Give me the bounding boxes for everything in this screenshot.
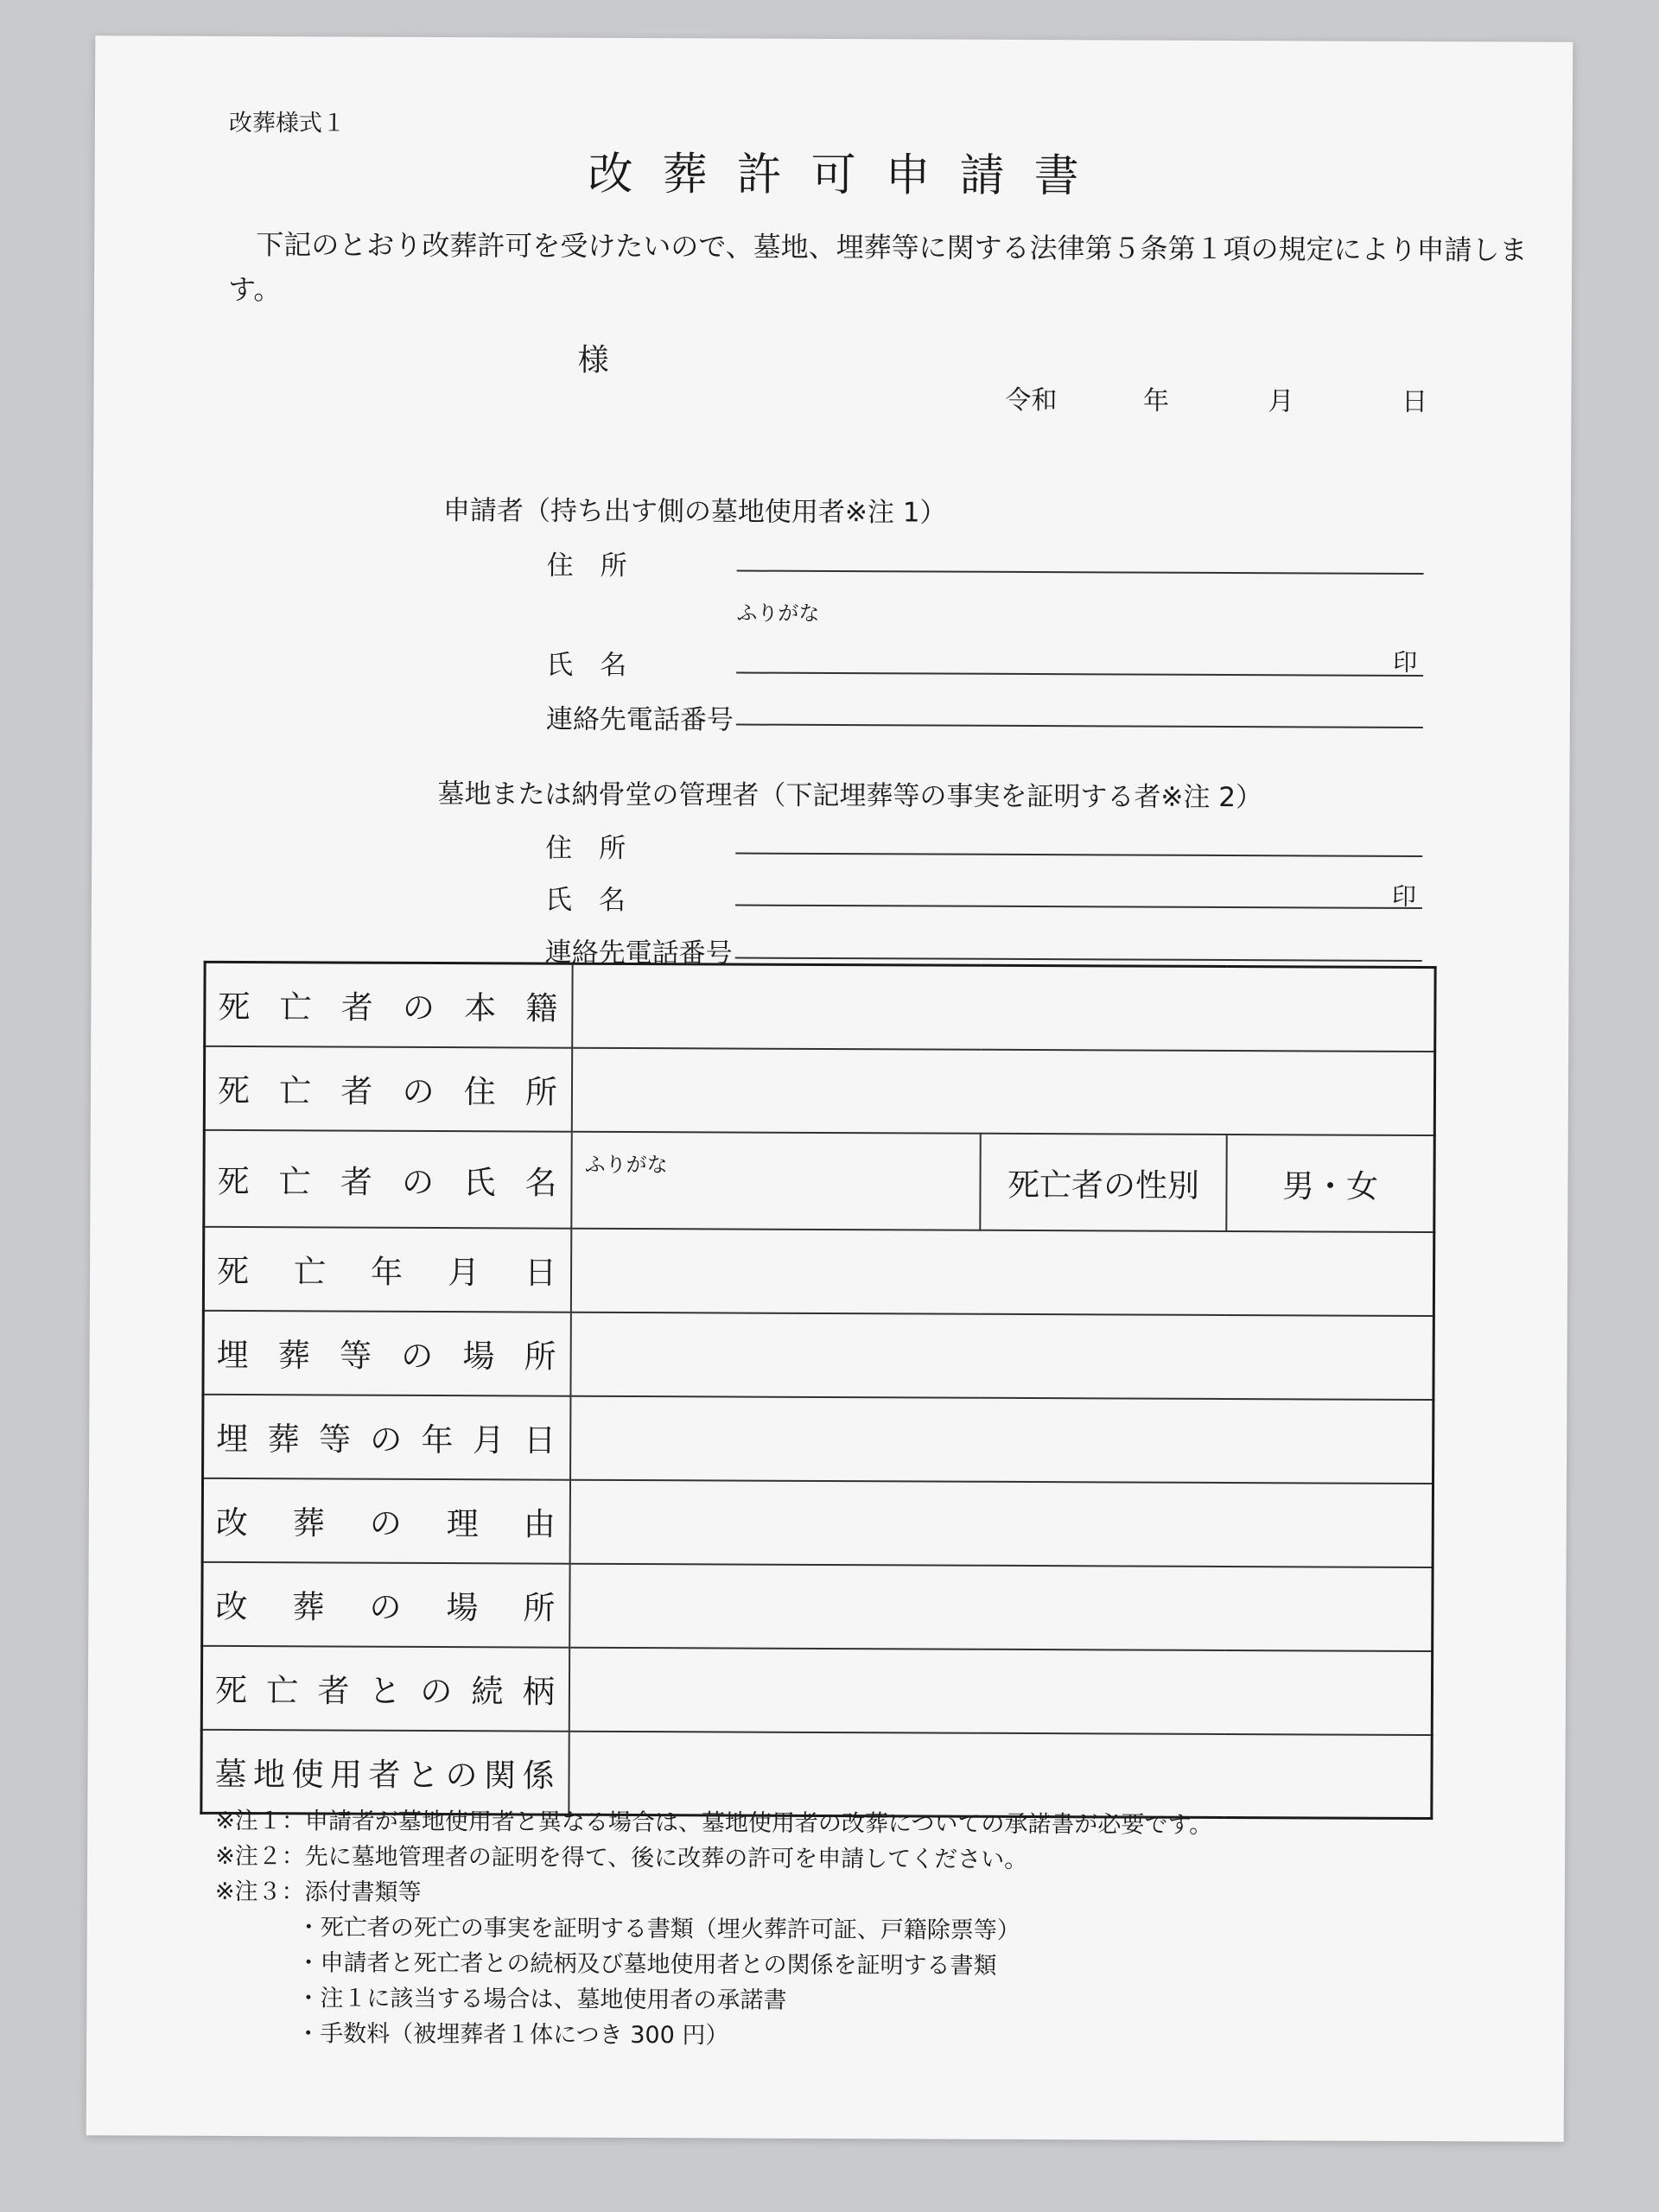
burial-place-field[interactable] [570,1312,1433,1399]
manager-name-label: 氏 名 [544,884,626,916]
attachment-item: ・死亡者の死亡の事実を証明する書類（埋火葬許可証、戸籍除票等） [296,1914,1020,1944]
reburial-place-field[interactable] [569,1563,1433,1650]
row-label-domicile [205,962,573,1047]
row-label-text: 死 亡 者 と の 続 柄 [214,1671,557,1711]
intro-text: 下記のとおり改葬許可を受けたいので、墓地、埋葬等に関する法律第５条第１項の規定により申請します。 [227,228,1528,307]
attachment-item: ・手数料（被埋葬者１体につき 300 円） [296,2020,729,2050]
sex-label: 死亡者の性別 [980,1133,1226,1230]
manager-phone-label: 連絡先電話番号 [544,937,733,969]
relationship-field[interactable] [569,1647,1433,1734]
reason-field[interactable] [570,1479,1433,1567]
row-label-text: 死 亡 者 の 本 籍 [218,988,560,1027]
applicant-name-field[interactable] [736,672,1423,677]
manager-address-label: 住 所 [545,832,626,864]
row-label-burial-date [203,1394,571,1479]
address-field[interactable] [572,1047,1435,1135]
row-label-text: 墓 地 使 用 者 と の 関 係 [214,1755,556,1795]
page-title: 改葬許可申請書 [588,148,1109,203]
applicant-phone-field[interactable] [736,724,1423,728]
table-row [203,1226,1433,1315]
date-month-label: 月 [1268,386,1294,417]
form-id: 改葬様式１ [228,109,346,137]
row-label-text: 改 葬 の 場 所 [215,1587,557,1627]
row-label-text: 死 亡 年 月 日 [216,1252,559,1292]
table-row [204,1046,1434,1135]
row-label-address [204,1046,572,1131]
applicant-heading: 申請者（持ち出す側の墓地使用者※注 1） [442,495,947,529]
paper-sheet [86,35,1573,2141]
date-era: 令和 [1005,385,1058,416]
applicant-seal-mark: 印 [1393,647,1418,677]
attachment-item: ・注１に該当する場合は、墓地使用者の承諾書 [296,1985,787,2014]
date-year-label: 年 [1142,385,1170,416]
note-3: ※注３：添付書類等 [214,1878,422,1906]
date-day-label: 日 [1402,386,1428,418]
row-label-text: 死 亡 者 の 氏 名 [217,1162,559,1202]
row-label-text: 埋 葬 等 の 場 所 [216,1336,558,1376]
domicile-field[interactable] [572,963,1435,1051]
table-row [201,1645,1432,1734]
row-label-burial-place [203,1310,571,1395]
applicant-name-label: 氏 名 [546,649,627,681]
manager-heading: 墓地または納骨堂の管理者（下記埋葬等の事実を証明する者※注 2） [437,779,1263,814]
table-row [203,1394,1433,1483]
table-row [204,1129,1434,1231]
row-label-reason [202,1478,570,1563]
row-label-name [204,1129,572,1228]
notes-section [214,1803,1212,2056]
attachment-item: ・申請者と死亡者との続柄及び墓地使用者との関係を証明する書類 [296,1949,997,1980]
row-label-relationship [201,1645,569,1731]
note-2: ※注２：先に墓地管理者の証明を得て、後に改葬の許可を申請してください。 [215,1842,1028,1874]
manager-seal-mark: 印 [1391,881,1417,911]
addressee-suffix: 様 [577,342,609,378]
applicant-address-field[interactable] [737,570,1424,575]
table-row [202,1561,1433,1650]
manager-phone-field[interactable] [735,957,1422,962]
deceased-name-field[interactable] [571,1131,980,1230]
row-label-death-date [203,1226,571,1312]
applicant-phone-label: 連絡先電話番号 [545,703,734,736]
row-label-text: 改 葬 の 理 由 [215,1503,557,1543]
applicant-address-label: 住 所 [546,550,627,582]
table-row [205,962,1435,1051]
burial-date-field[interactable] [570,1395,1433,1483]
deceased-info-table [200,961,1436,1820]
manager-name-field[interactable] [735,905,1422,909]
row-label-reburial-place [202,1561,570,1647]
note-1: ※注１：申請者が墓地使用者と異なる場合は、墓地使用者の改葬についての承諾書が必要です。 [215,1807,1213,1839]
furigana-label: ふりがな [584,1152,668,1177]
sex-value[interactable]: 男・女 [1226,1135,1434,1232]
row-label-text: 死 亡 者 の 住 所 [217,1071,560,1111]
table-row [203,1310,1433,1399]
applicant-furigana-label: ふりがな [736,601,820,626]
table-row [202,1478,1433,1567]
date-line [1005,378,1427,418]
manager-address-field[interactable] [735,853,1422,857]
row-label-owner-relation [201,1729,569,1815]
row-label-text: 埋 葬 等 の 年 月 日 [216,1420,558,1459]
death-date-field[interactable] [571,1228,1434,1315]
